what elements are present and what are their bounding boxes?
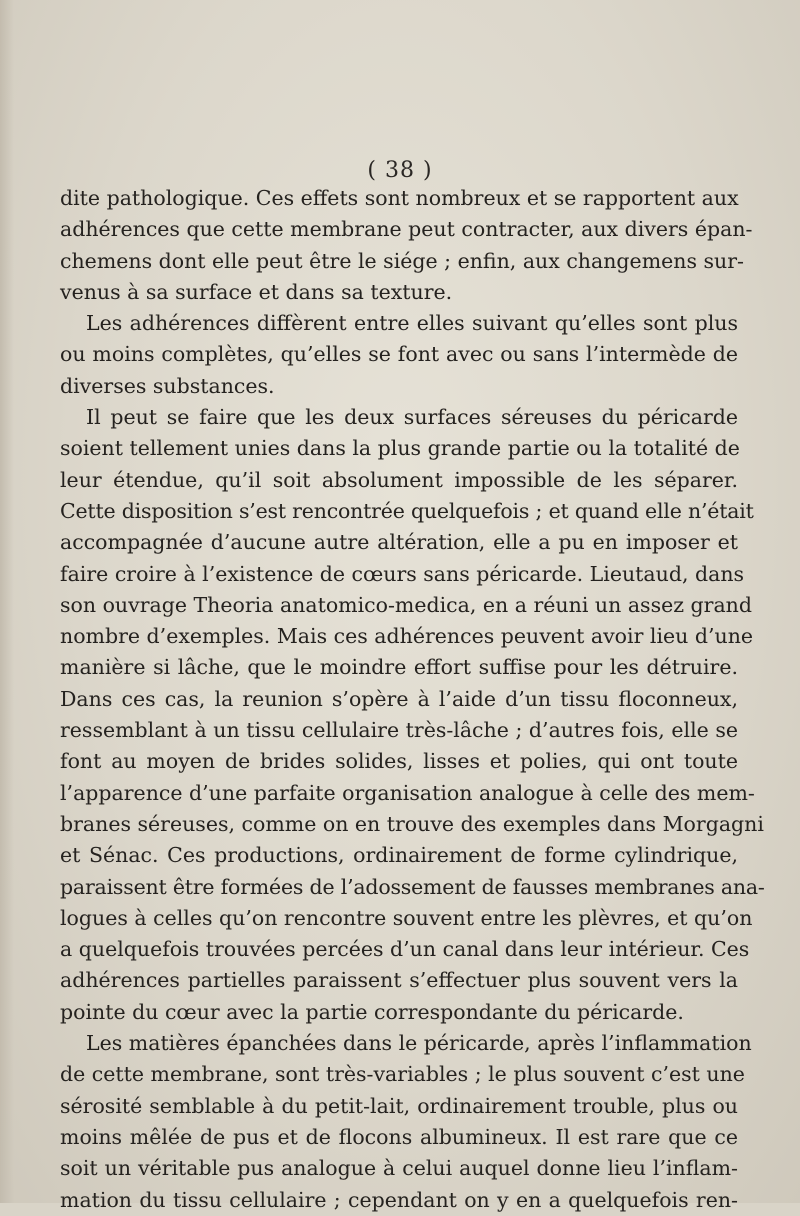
text-line: manière si lâche, que le moindre effort suffise pour les détruire. xyxy=(60,655,738,680)
text-line: font au moyen de brides solides, lisses et polies, qui ont toute xyxy=(60,749,738,774)
text-line: accompagnée d’aucune autre altération, elle a pu en imposer et xyxy=(60,530,738,555)
text-line: pointe du cœur avec la partie correspondante du péricarde. xyxy=(60,999,684,1024)
text-line: Dans ces cas, la reunion s’opère à l’aide d’un tissu floconneux, xyxy=(60,686,738,711)
text-line: dite pathologique. Ces effets sont nombreux et se rapportent aux xyxy=(60,186,739,210)
text-line: faire croire à l’existence de cœurs sans péricarde. Lieutaud, dans xyxy=(60,561,745,586)
text-line: mation du tissu cellulaire ; cependant on y en a quelquefois ren- xyxy=(60,1187,738,1212)
text-line: venus à sa surface et dans sa texture. xyxy=(60,279,453,304)
text-line: nombre d’exemples. Mais ces adhérences peuvent avoir lieu d’une xyxy=(60,624,754,649)
text-line: ressemblant à un tissu cellulaire très-lâche ; d’autres fois, elle se xyxy=(60,718,738,743)
text-line: Il peut se faire que les deux surfaces séreuses du péricarde xyxy=(86,405,738,430)
page-number: ( 38 ) xyxy=(367,158,433,183)
text-line: Les adhérences diffèrent entre elles suivant qu’elles sont plus xyxy=(86,311,738,336)
text-line: soit un véritable pus analogue à celui auquel donne lieu l’inflam- xyxy=(60,1156,738,1181)
text-line: logues à celles qu’on rencontre souvent entre les plèvres, et qu’on xyxy=(60,905,753,930)
text-line: et Sénac. Ces productions, ordinairement de forme cylindrique, xyxy=(60,843,738,868)
text-line: ou moins complètes, qu’elles se font avec ou sans l’intermède de xyxy=(60,342,738,367)
text-line: de cette membrane, sont très-variables ; le plus souvent c’est une xyxy=(60,1062,745,1087)
body-text xyxy=(60,183,765,1216)
text-line: Cette disposition s’est rencontrée quelquefois ; et quand elle n’était xyxy=(60,498,754,523)
text-line: moins mêlée de pus et de flocons albumineux. Il est rare que ce xyxy=(60,1124,738,1149)
text-line: l’apparence d’une parfaite organisation analogue à celle des mem- xyxy=(60,780,755,805)
text-line: adhérences partielles paraissent s’effectuer plus souvent vers la xyxy=(60,968,738,993)
text-line: Les matières épanchées dans le péricarde, après l’inflammation xyxy=(86,1031,752,1056)
text-line: adhérences que cette membrane peut contracter, aux divers épan- xyxy=(60,217,753,242)
text-line: son ouvrage Theoria anatomico-medica, en a réuni un assez grand xyxy=(60,592,753,617)
text-line: chemens dont elle peut être le siége ; enfin, aux changemens sur- xyxy=(60,248,744,273)
text-line: diverses substances. xyxy=(60,373,275,398)
text-line: a quelquefois trouvées percées d’un canal dans leur intérieur. Ces xyxy=(60,937,750,962)
text-line: soient tellement unies dans la plus grande partie ou la totalité de xyxy=(60,436,740,461)
text-line: branes séreuses, comme on en trouve des exemples dans Morgagni xyxy=(60,811,764,836)
text-line: leur étendue, qu’il soit absolument impossible de les séparer. xyxy=(60,467,738,492)
text-line: sérosité semblable à du petit-lait, ordinairement trouble, plus ou xyxy=(60,1093,738,1118)
text-line: paraissent être formées de l’adossement de fausses membranes ana- xyxy=(60,874,765,899)
